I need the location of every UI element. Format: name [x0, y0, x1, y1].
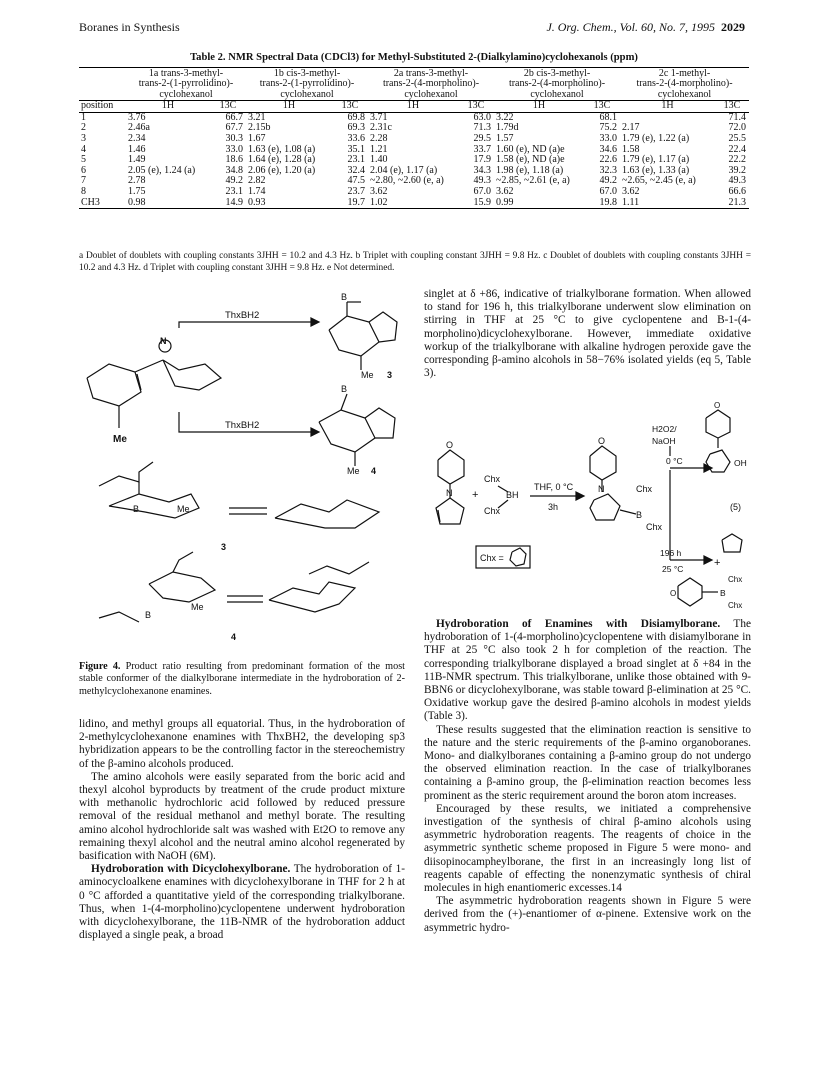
h-shift-cell: 1.79 (e), 1.17 (a): [622, 154, 690, 166]
h-shift-cell: ~2.85, ~2.61 (e, a): [496, 175, 570, 187]
table-row: [79, 112, 749, 123]
equation-number: (5): [730, 502, 741, 512]
aminoborane-product: [678, 578, 718, 606]
h-header: 1H: [368, 101, 458, 113]
h-shift-cell: 2.31c: [370, 122, 392, 134]
position-cell: 3: [81, 133, 86, 144]
c-shift-cell: 68.1: [599, 111, 617, 123]
table-footnote: a Doublet of doublets with coupling constants 3JHH = 10.2 and 4.3 Hz. b Triplet with coupling constant 3JHH = 9.8 Hz. c Doublet of doublets with coupling constants 3JHH = 10.2 and 4.3 Hz. d Triplet with coupling constant 3JHH = 9.8 Hz. e Not determined.: [79, 251, 751, 273]
product-3-structure: [329, 302, 397, 370]
h-shift-cell: 2.06 (e), 1.20 (a): [248, 164, 316, 176]
c-shift-cell: 39.2: [728, 164, 746, 176]
compound-header: 2b cis-3-methyl- trans-2-(4-morpholino)- cyclohexanol: [494, 68, 620, 101]
h-shift-cell: 3.76: [128, 111, 146, 123]
header-journal-citation: J. Org. Chem., Vol. 60, No. 7, 1995: [546, 20, 715, 34]
right-column-bottom: [424, 618, 751, 935]
c-shift-cell: 49.3: [728, 175, 746, 187]
enamine-structure: [87, 340, 221, 428]
figure-4-scheme: [79, 282, 405, 654]
h-shift-cell: 0.93: [246, 198, 332, 209]
nmr-table: [79, 67, 749, 209]
position-cell: 4: [81, 143, 86, 155]
h-shift-cell: 1.49: [128, 154, 146, 166]
h-shift-cell: 1.98 (e), 1.18 (a): [496, 164, 564, 176]
c-shift-cell: 67.0: [599, 185, 617, 197]
table-row: [79, 198, 749, 209]
table-row: [79, 187, 749, 198]
c-shift-cell: 15.9: [458, 198, 494, 209]
h-shift-cell: 1.46: [128, 143, 146, 155]
cyclopentene-structure: [722, 534, 742, 552]
c-shift-cell: 49.3: [473, 175, 491, 187]
product-4-structure: [319, 394, 395, 466]
arrowhead-icon: [311, 428, 319, 436]
c-shift-cell: 19.7: [332, 198, 368, 209]
c-shift-cell: 66.6: [728, 185, 746, 197]
c-shift-cell: 71.4: [728, 111, 746, 123]
condition-text: 3h: [548, 502, 559, 512]
arrow-top: [179, 322, 311, 328]
right-column-top: [424, 288, 751, 380]
h-header: 1H: [620, 101, 715, 113]
h-shift-cell: 3.62: [496, 185, 514, 197]
c-header: 13C: [715, 101, 749, 113]
h-shift-cell: 1.57: [496, 133, 514, 144]
left-column: [79, 718, 405, 942]
table-body: [79, 112, 749, 208]
h-shift-cell: 2.78: [128, 175, 146, 187]
h-shift-cell: ~2.80, ~2.60 (e, a): [370, 175, 444, 187]
paragraph: Encouraged by these results, we initiated a comprehensive investigation of the synthesis of chiral β-amino alcohols using asymmetric hydroboration reagents. The reagents of choice in the asymmetric synthetic scheme proposed in Figure 5 were mono- and diisopinocampheylborane, the first in an increasingly long list of reagents capable of effecting the nonenzymatic synthesis of chiral molecules in high enantiomeric excesses.14: [424, 802, 751, 895]
elimination-condition: 25 °C: [662, 564, 684, 574]
h-shift-cell: 2.34: [128, 133, 146, 144]
c-shift-cell: 47.5: [347, 175, 365, 187]
h-shift-cell: 1.63 (e), 1.08 (a): [248, 143, 316, 155]
figure-4-caption: [79, 661, 405, 698]
h-shift-cell: 1.02: [368, 198, 458, 209]
me-label: Me: [191, 602, 204, 612]
oxidation-condition: NaOH: [652, 436, 676, 446]
me-label: Me: [347, 466, 360, 476]
c-shift-cell: 19.8: [584, 198, 620, 209]
reagent-bottom: ThxBH2: [225, 420, 260, 431]
compound-header: 2c 1-methyl- trans-2-(4-morpholino)- cyclohexanol: [620, 68, 749, 101]
c-shift-cell: 23.7: [347, 185, 365, 197]
h-shift-cell: 2.28: [370, 133, 388, 144]
h-header: 1H: [246, 101, 332, 113]
table-header-compounds: [79, 68, 749, 101]
h-shift-cell: 1.11: [620, 198, 715, 209]
h-shift-cell: 1.58: [622, 143, 640, 155]
paragraph: The amino alcohols were easily separated from the boric acid and thexyl alcohol byproducts by treatment of the crude product mixture with methanolic hydrochloric acid followed by reduced pressure removal of the residual methanol and methyl borate. The resulting amino alcohol hydrochloride salt was washed with Et2O to remove any remaining thexyl alcohol and the neutral amino alcohol regenerated by basification with NaOH (6M).: [79, 770, 405, 863]
c-shift-cell: 49.2: [225, 175, 243, 187]
compound-label-4: 4: [231, 632, 237, 642]
scheme-5: [424, 401, 751, 610]
h-shift-cell: 0.98: [126, 198, 210, 209]
c-header: 13C: [584, 101, 620, 113]
h-shift-cell: 1.60 (e), ND (a)e: [496, 143, 565, 155]
c-shift-cell: 22.4: [728, 143, 746, 155]
h-shift-cell: 2.82: [248, 175, 266, 187]
chx-label: Chx: [728, 575, 743, 584]
c-shift-cell: 69.3: [347, 122, 365, 134]
c-shift-cell: 21.3: [715, 198, 749, 209]
trialkylborane-intermediate: [590, 446, 636, 520]
table-row: [79, 176, 749, 187]
c-shift-cell: 33.6: [347, 133, 365, 144]
morpholine-cyclopentene: [436, 450, 464, 524]
running-header: [79, 20, 745, 36]
c-header: 13C: [332, 101, 368, 113]
arrowhead-icon: [576, 492, 584, 500]
c-shift-cell: 75.2: [599, 122, 617, 134]
arrowhead-icon: [704, 556, 712, 564]
h-shift-cell: 2.46a: [128, 122, 150, 134]
h-shift-cell: 2.15b: [248, 122, 271, 134]
position-cell: 5: [81, 154, 86, 166]
header-journal: [546, 20, 745, 35]
c-shift-cell: 63.0: [473, 111, 491, 123]
section-heading: Hydroboration with Dicyclohexylborane.: [91, 863, 291, 876]
h-header: 1H: [494, 101, 584, 113]
h-shift-cell: 3.21: [248, 111, 266, 123]
b-label: B: [341, 384, 348, 394]
c-shift-cell: 67.0: [473, 185, 491, 197]
figure-label: Figure 4.: [79, 661, 121, 672]
table-header-nuclei: [79, 101, 749, 113]
h-shift-cell: 3.71: [370, 111, 388, 123]
h-shift-cell: 3.62: [622, 185, 640, 197]
c-shift-cell: 49.2: [599, 175, 617, 187]
c-shift-cell: 22.2: [728, 154, 746, 166]
h-shift-cell: 1.75: [128, 185, 146, 197]
paragraph: These results suggested that the elimination reaction is sensitive to the nature and the steric requirements of the β-amino organoboranes. Mono- and dialkylboranes containing a β-amino group do not undergo the observed elimination reaction. In the case of trialkylboranes containing a β-amino group, the β-elimination reaction becomes less prominent as the steric requirement around the boron atom increases.: [424, 723, 751, 802]
b-label: B: [636, 510, 643, 520]
chx-label: Chx: [484, 474, 501, 484]
page-number: 2029: [721, 20, 745, 34]
compound-header: 1b cis-3-methyl- trans-2-(1-pyrrolidino)- cyclohexanol: [246, 68, 368, 101]
c-shift-cell: 23.1: [225, 185, 243, 197]
c-header: 13C: [458, 101, 494, 113]
reagent-top: ThxBH2: [225, 310, 260, 321]
b-label: B: [341, 292, 348, 302]
c-shift-cell: 17.9: [473, 154, 491, 166]
oxidation-condition: H2O2/: [652, 424, 677, 434]
plus-sign: +: [472, 489, 479, 501]
c-shift-cell: 71.3: [473, 122, 491, 134]
n-label: N: [446, 488, 453, 498]
c-shift-cell: 30.3: [225, 133, 243, 144]
table-caption: Table 2. NMR Spectral Data (CDCl3) for Methyl-Substituted 2-(Dialkylamino)cyclohexanols (ppm): [190, 52, 638, 63]
h-shift-cell: 1.63 (e), 1.33 (a): [622, 164, 690, 176]
o-label: O: [714, 401, 721, 410]
me-label: Me: [361, 370, 374, 380]
paragraph-text: The hydroboration of 1-(4-morpholino)cyclopentene with disiamylborane in THF at 25 °C also took 2 h for completion of the reaction. The corresponding trialkylborane displayed a broad singlet at δ +84 in the 11B-NMR spectrum. This trialkylborane, unlike those obtained with 9-BBN6 or dicyclohexylborane, was stable toward β-elimination at 25 °C. Oxidative workup gave the desired β-amino alcohols in modest yields (Table 3).: [424, 618, 751, 723]
chx-label: Chx: [646, 522, 663, 532]
compound-label-4: 4: [371, 466, 377, 476]
c-shift-cell: 29.5: [473, 133, 491, 144]
h-shift-cell: 1.67: [248, 133, 266, 144]
position-cell: 1: [81, 111, 86, 123]
h-shift-cell: 1.64 (e), 1.28 (a): [248, 154, 316, 166]
paragraph: singlet at δ +86, indicative of trialkylborane formation. When allowed to stand for 196 h, this trialkylborane underwent slow elimination on stirring in THF at 25 °C to give cyclopentene and B-1-(4-morpholino)dicyclohexylborane. However, immediate oxidative workup of the trialkylborane with alkaline hydrogen peroxide gave the corresponding β-amino alcohols in 58−76% isolated yields (eq 5, Table 3).: [424, 288, 751, 380]
h-shift-cell: 3.22: [496, 111, 514, 123]
c-shift-cell: 22.6: [599, 154, 617, 166]
position-cell: 6: [81, 164, 86, 176]
conformer-4-structure: [99, 552, 369, 622]
b-label: B: [145, 610, 152, 620]
section-heading: Hydroboration of Enamines with Disiamylborane.: [436, 618, 721, 630]
paragraph-text: The hydroboration of 1-aminocycloalkene enamines with dicyclohexylborane in THF for 2 h at 0 °C afforded a quantitative yield of the corresponding trialkylborane. Thus, when 1-(4-morpholino)cyclopentene underwent hydroboration with dicyclohexylborane, the 11B-NMR of the hydroboration adduct displayed a single peak, a broad: [79, 863, 405, 942]
c-shift-cell: 32.4: [347, 164, 365, 176]
h-shift-cell: 1.74: [248, 185, 266, 197]
c-shift-cell: 66.7: [225, 111, 243, 123]
c-shift-cell: 69.8: [347, 111, 365, 123]
paragraph: [79, 863, 405, 942]
chx-label: Chx: [484, 506, 501, 516]
n-label: N: [160, 336, 167, 346]
amino-alcohol-product: [706, 410, 730, 472]
compound-header: 2a trans-3-methyl- trans-2-(4-morpholino)- cyclohexanol: [368, 68, 494, 101]
compound-label-3: 3: [221, 542, 227, 552]
c-shift-cell: 33.0: [225, 143, 243, 155]
c-shift-cell: 67.7: [225, 122, 243, 134]
position-header: position: [79, 101, 126, 113]
o-label: O: [446, 440, 454, 450]
oh-label: OH: [734, 458, 747, 468]
position-cell: 8: [81, 185, 86, 197]
h-shift-cell: 0.99: [494, 198, 584, 209]
o-label: O: [670, 589, 677, 598]
plus-sign: +: [714, 557, 721, 569]
b-label: B: [720, 588, 726, 598]
c-shift-cell: 18.6: [225, 154, 243, 166]
position-cell: 2: [81, 122, 86, 134]
h-shift-cell: 1.40: [370, 154, 388, 166]
position-cell: 7: [81, 175, 86, 187]
header-section-title: Boranes in Synthesis: [79, 20, 180, 34]
h-shift-cell: 1.79 (e), 1.22 (a): [622, 133, 690, 144]
h-shift-cell: 2.04 (e), 1.17 (a): [370, 164, 438, 176]
oxidation-condition: 0 °C: [666, 456, 683, 466]
h-shift-cell: 1.58 (e), ND (a)e: [496, 154, 565, 166]
paragraph: The asymmetric hydroboration reagents shown in Figure 5 were derived from the (+)-enantiomer of α-pinene. Extensive work on the asymmetric hydro-: [424, 895, 751, 934]
c-shift-cell: 33.7: [473, 143, 491, 155]
position-cell: CH3: [79, 198, 126, 209]
c-shift-cell: 32.3: [599, 164, 617, 176]
elimination-condition: 196 h: [660, 548, 682, 558]
chx-label: Chx: [728, 601, 743, 610]
n-label: N: [598, 484, 605, 494]
c-shift-cell: 34.3: [473, 164, 491, 176]
h-shift-cell: ~2.65, ~2.45 (e, a): [622, 175, 696, 187]
c-shift-cell: 25.5: [728, 133, 746, 144]
o-label: O: [598, 436, 606, 446]
compound-label-3: 3: [387, 370, 393, 380]
c-shift-cell: 72.0: [728, 122, 746, 134]
arrowhead-icon: [311, 318, 319, 326]
h-shift-cell: 2.17: [622, 122, 640, 134]
paragraph: [424, 618, 751, 724]
c-shift-cell: 23.1: [347, 154, 365, 166]
h-header: 1H: [126, 101, 210, 113]
c-header: 13C: [210, 101, 246, 113]
c-shift-cell: 34.6: [599, 143, 617, 155]
table-row: [79, 134, 749, 145]
c-shift-cell: 33.0: [599, 133, 617, 144]
chx-label: Chx: [636, 484, 653, 494]
h-shift-cell: 1.79d: [496, 122, 519, 134]
h-shift-cell: 2.05 (e), 1.24 (a): [128, 164, 196, 176]
figure-caption-text: Product ratio resulting from predominant formation of the most stable conformer of the dialkylborane intermediate in the hydroboration of 2-methylcyclohexanone enamines.: [79, 661, 405, 697]
conformer-3-structure: [99, 462, 379, 528]
chx-definition: Chx =: [480, 553, 504, 563]
me-label: Me: [177, 504, 190, 514]
c-shift-cell: 14.9: [210, 198, 246, 209]
h-shift-cell: 3.62: [370, 185, 388, 197]
bh-label: BH: [506, 490, 519, 500]
me-label: Me: [113, 434, 127, 445]
c-shift-cell: 35.1: [347, 143, 365, 155]
c-shift-cell: 34.8: [225, 164, 243, 176]
h-shift-cell: 1.21: [370, 143, 388, 155]
compound-header: 1a trans-3-methyl- trans-2-(1-pyrrolidino)- cyclohexanol: [126, 68, 246, 101]
condition-text: THF, 0 °C: [534, 482, 574, 492]
paragraph: lidino, and methyl groups all equatorial. Thus, in the hydroboration of 2-methylcyclohexanone enamines with ThxBH2, the developing sp3 hybridization appears to be the controlling factor in the stereochemistry of the β-amino alcohols produced.: [79, 718, 405, 770]
b-label: B: [133, 504, 140, 514]
